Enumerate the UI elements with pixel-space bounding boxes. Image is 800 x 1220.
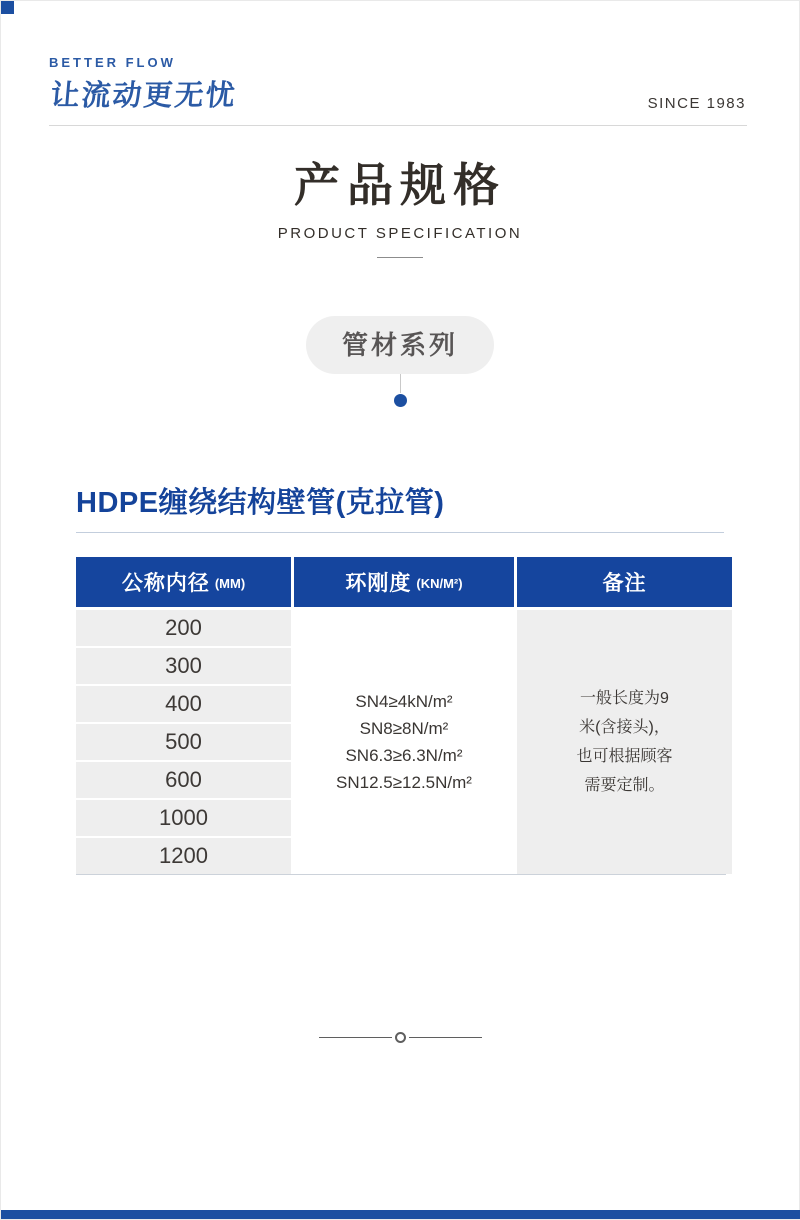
spec-table <box>76 557 726 875</box>
table-row: 200 <box>76 610 291 646</box>
table-row: 600 <box>76 762 291 798</box>
col-header-stiffness-label: 环刚度 <box>345 571 412 595</box>
note-line: 米(含接头)， <box>579 718 670 736</box>
stiffness-cell <box>294 610 514 874</box>
title-block <box>1 159 799 258</box>
table-row: 1000 <box>76 800 291 836</box>
col-header-note-label: 备注 <box>602 571 647 595</box>
bottom-accent-bar <box>1 1210 800 1219</box>
note-cell <box>517 610 732 874</box>
diameter-column <box>76 610 291 874</box>
badge-connector-line <box>400 374 401 393</box>
spec-section <box>76 480 724 875</box>
col-header-diameter-label: 公称内径 <box>121 571 210 595</box>
footer-divider-circle <box>395 1032 406 1043</box>
col-header-stiffness-unit: (KN/M²) <box>416 575 463 591</box>
title-divider <box>377 257 423 258</box>
footer-divider-line-left <box>319 1037 392 1038</box>
header-divider <box>49 125 747 126</box>
page-header <box>1 1 799 126</box>
series-badge-block <box>1 316 799 407</box>
table-row: 500 <box>76 724 291 760</box>
footer-divider-line-right <box>409 1037 482 1038</box>
brand-logotype: 让流动更无忧 <box>49 80 238 112</box>
col-header-note <box>517 557 732 607</box>
stiffness-value: SN12.5≥12.5N/m² <box>336 772 472 792</box>
table-row: 400 <box>76 686 291 722</box>
section-heading: HDPE缠绕结构壁管(克拉管) <box>76 480 724 533</box>
brand-slogan-en: BETTER FLOW <box>49 55 176 70</box>
stiffness-value: SN6.3≥6.3N/m² <box>345 745 463 765</box>
note-line: 也可根据顾客 <box>576 747 673 765</box>
col-header-stiffness <box>294 557 514 607</box>
stiffness-value: SN4≥4kN/m² <box>355 691 453 711</box>
table-row: 1200 <box>76 838 291 874</box>
col-header-diameter-unit: (MM) <box>214 575 246 591</box>
series-badge: 管材系列 <box>306 316 494 374</box>
page-subtitle: PRODUCT SPECIFICATION <box>277 224 523 242</box>
accent-dot <box>394 394 407 407</box>
note-line: 一般长度为9 <box>580 689 669 707</box>
page-title: 产品规格 <box>294 159 506 211</box>
stiffness-value: SN8≥8N/m² <box>359 718 449 738</box>
footer-divider <box>1 1032 799 1043</box>
since-label: SINCE 1983 <box>647 95 746 112</box>
brand-logo <box>49 55 747 114</box>
table-row: 300 <box>76 648 291 684</box>
note-line: 需要定制。 <box>584 776 665 794</box>
col-header-diameter <box>76 557 291 607</box>
